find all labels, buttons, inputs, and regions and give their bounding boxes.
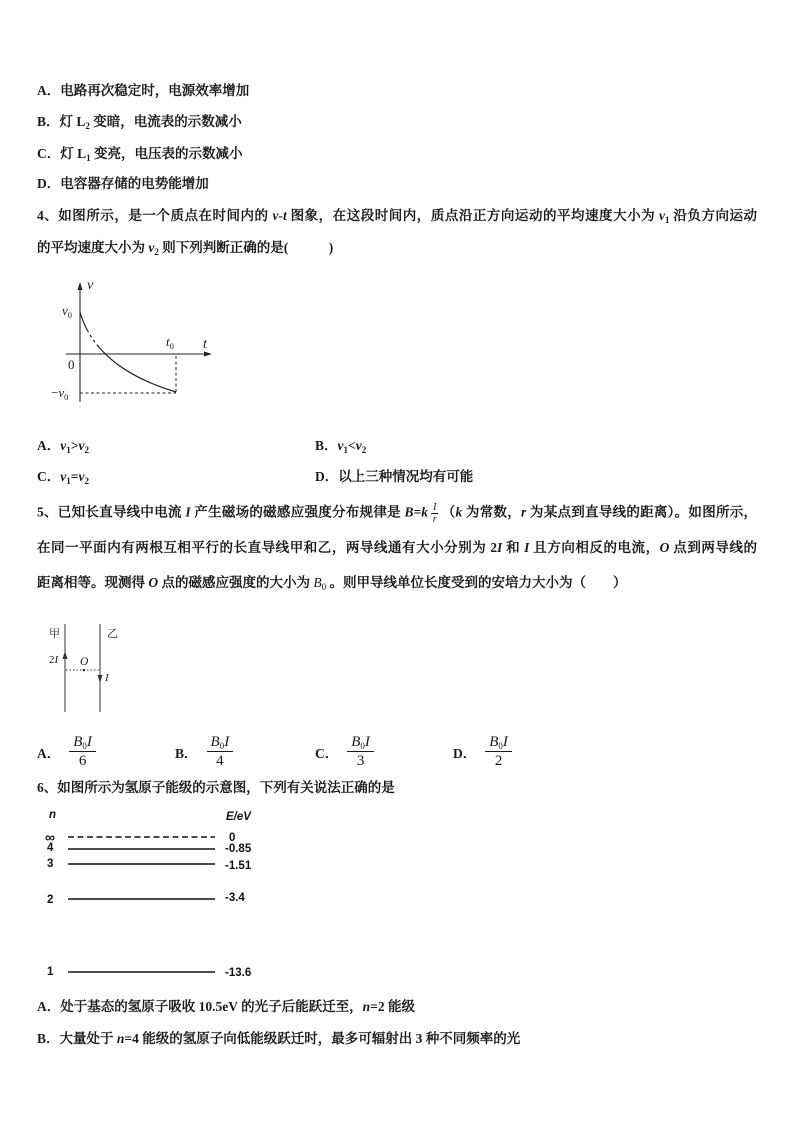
current-symbol: I [502,734,508,750]
point-o-label: O [80,656,89,668]
option-label: A． [37,438,61,453]
r-symbol: r [521,504,527,520]
option-label: A． [37,745,61,761]
v2-symbol: v [148,240,155,255]
level-n-label: ∞ [45,829,55,845]
text-segment: 在同一平面内有两根互相平行的长直导线甲和乙，两导线通有大小分别为 2 [37,540,497,555]
text-segment: A．处于基态的氢原子吸收 10.5eV 的光子后能跃迁至， [37,999,363,1014]
text-segment: （ [441,504,456,520]
q4-option-d [315,469,473,485]
q5-stem-line-2 [37,540,757,556]
subscript: 0 [498,741,503,751]
q4-stem-line-2 [37,240,333,256]
energy-axis-label: E/eV [226,811,251,823]
subscript: 2 [154,247,159,257]
text-segment: 点的磁感应强度的大小为 [158,575,314,590]
v-symbol: v [337,438,344,453]
t-symbol: t [166,334,170,349]
subscript: 1 [86,153,91,163]
text-segment: =4 能级的氢原子向低能级跃迁时，最多可辐射出 3 种不同频率的光 [124,1031,521,1046]
fraction-denominator: 2 [494,753,503,769]
level-n-label: 4 [47,842,54,854]
subscript: 1 [66,445,71,455]
operator: < [348,438,356,453]
subscript: 0 [169,341,174,351]
text-segment: 和 [502,540,525,555]
text-segment: C．灯 L [37,146,87,161]
v-axis-label: v [87,278,94,293]
current-symbol: I [224,734,230,750]
current-multiplier: 2 [49,654,55,666]
current-symbol: I [524,540,530,555]
text-segment: 4、如图所示，是一个质点在时间内的 [37,208,273,223]
wire-right-label: 乙 [107,628,118,640]
text-segment: 则下列判断正确的是( ) [158,240,334,255]
v-symbol: v [58,385,65,400]
t-axis-arrow [204,352,212,357]
level-energy-label: 0 [229,832,236,844]
q6-stem: 6、如图所示为氢原子能级的示意图，下列有关说法正确的是 [37,780,395,795]
n-symbol: n [116,1031,125,1046]
subscript: 1 [66,476,71,486]
level-energy-label: -1.51 [225,860,252,872]
v-symbol: v [60,469,67,484]
subscript: 2 [361,445,367,455]
option-label: D． [315,469,339,484]
origin-label: 0 [68,357,75,372]
fraction-denominator: 3 [356,753,365,769]
fraction-denominator: r [432,514,437,525]
q5-option-d [453,734,515,769]
current-symbol: I [86,734,92,750]
fraction-numerator: I [432,502,437,513]
option-fraction [485,734,512,769]
q4-stem-line-1 [37,208,757,224]
text-segment: 图象，在这段时间内，质点沿正方向运动的平均速度大小为 [286,208,660,223]
q4-option-a [37,438,89,454]
level-energy-label: -13.6 [225,967,252,979]
minus-sign: − [51,385,59,400]
text-segment: 且方向相反的电流， [529,540,660,555]
text-segment: 距离相等。现测得 [37,575,149,590]
current-left-label [49,653,58,667]
current-right-label: I [105,672,109,684]
v-symbol: v [355,438,362,453]
current-symbol: I [364,734,370,750]
text-segment: 5、已知长直导线中电流 [37,504,186,520]
operator: = [70,469,79,484]
t-axis-label: t [203,337,207,352]
formula-fraction [431,502,439,525]
v-symbol: v [60,438,67,453]
subscript: 2 [84,445,89,455]
option-text: 以上三种情况均有可能 [338,469,474,484]
b0-symbol: B [313,575,322,590]
v-symbol: v [62,303,68,318]
k-symbol: k [455,504,463,520]
v-symbol: v [78,469,85,484]
option-label: C． [315,745,339,761]
text-segment: 点到两导线的 [669,540,758,555]
q6-option-a [37,999,415,1015]
text-segment: B．大量处于 [37,1031,117,1046]
text-segment: =2 能级 [370,999,415,1014]
t0-label [166,335,174,349]
point-o-dot [83,669,86,672]
level-energy-label: -3.4 [225,892,245,904]
option-label: B． [315,438,338,453]
current-up-arrow [63,651,68,659]
level-n-label: 1 [47,966,54,978]
current-down-arrow [98,675,103,683]
v1-symbol: v [659,208,666,223]
level-energy-label: -0.85 [225,843,252,855]
q4-option-c [37,469,89,485]
b-symbol: B [489,734,499,750]
v-symbol: v [78,438,85,453]
subscript: 1 [665,215,670,225]
fraction-numerator [69,734,96,752]
q5-stem-line-3 [37,575,627,591]
option-label: D． [453,745,477,761]
text-segment: 的平均速度大小为 [37,240,149,255]
option-fraction [347,734,374,769]
q3-option-a: A．电路再次稳定时，电源效率增加 [37,83,250,98]
fraction-numerator [207,734,234,752]
text-segment: 变亮，电压表的示数减小 [90,146,243,161]
subscript: 1 [343,445,349,455]
velocity-curve [80,312,176,392]
q5-stem-line-1 [37,502,757,525]
energy-level-lines [60,828,225,978]
fraction-denominator: 4 [216,753,224,769]
option-fraction [207,734,234,769]
fraction-denominator: 6 [78,753,87,769]
text-segment: B．灯 L [37,114,86,129]
text-segment: 产生磁场的磁感应强度分布规律是 [190,504,405,520]
q5-option-c [315,734,377,769]
option-label: B． [175,745,198,761]
n-symbol: n [362,999,371,1014]
b-symbol: B [210,734,220,750]
subscript: 2 [85,121,90,131]
fraction-numerator [347,734,374,752]
subscript: 0 [321,582,327,592]
subscript: 0 [82,741,87,751]
q5-option-a [37,734,99,769]
wire-left-label: 甲 [49,628,60,640]
b-symbol: B [73,734,83,750]
q4-option-b [315,438,366,454]
subscript: 2 [84,476,89,486]
v-axis-arrow [78,282,83,290]
fraction-numerator [485,734,512,752]
text-segment: 为某点到直导线的距离）。如图所示， [526,504,758,520]
vt-symbol: v-t [272,208,287,223]
formula-b-equals-k: B=k [404,504,428,520]
text-segment: 变暗，电流表的示数减小 [89,114,242,129]
point-o-symbol: O [148,575,159,590]
level-n-label: 3 [47,858,54,870]
subscript: 0 [67,310,73,320]
current-symbol: I [54,654,59,666]
point-o-symbol: O [659,540,670,555]
option-fraction [69,734,96,769]
operator: > [70,438,79,453]
current-symbol: I [185,504,191,520]
level-n-label: 2 [47,894,54,906]
subscript: 0 [360,741,365,751]
b-symbol: B [351,734,361,750]
q3-option-c [37,146,243,162]
q3-option-b [37,114,242,130]
n-axis-label: n [49,809,57,821]
neg-v0-label [51,386,68,400]
text-segment: 沿负方向运动 [669,208,758,223]
v0-label [62,304,72,318]
text-segment: 为常数， [462,504,522,520]
subscript: 0 [219,741,225,751]
subscript: 0 [64,392,69,402]
q5-option-b [175,734,236,769]
current-symbol: I [496,540,503,555]
q3-option-d: D．电容器存储的电势能增加 [37,176,209,191]
option-label: C． [37,469,61,484]
text-segment: 。则甲导线单位长度受到的安培力大小为（ ） [326,575,627,590]
q6-option-b [37,1031,520,1047]
